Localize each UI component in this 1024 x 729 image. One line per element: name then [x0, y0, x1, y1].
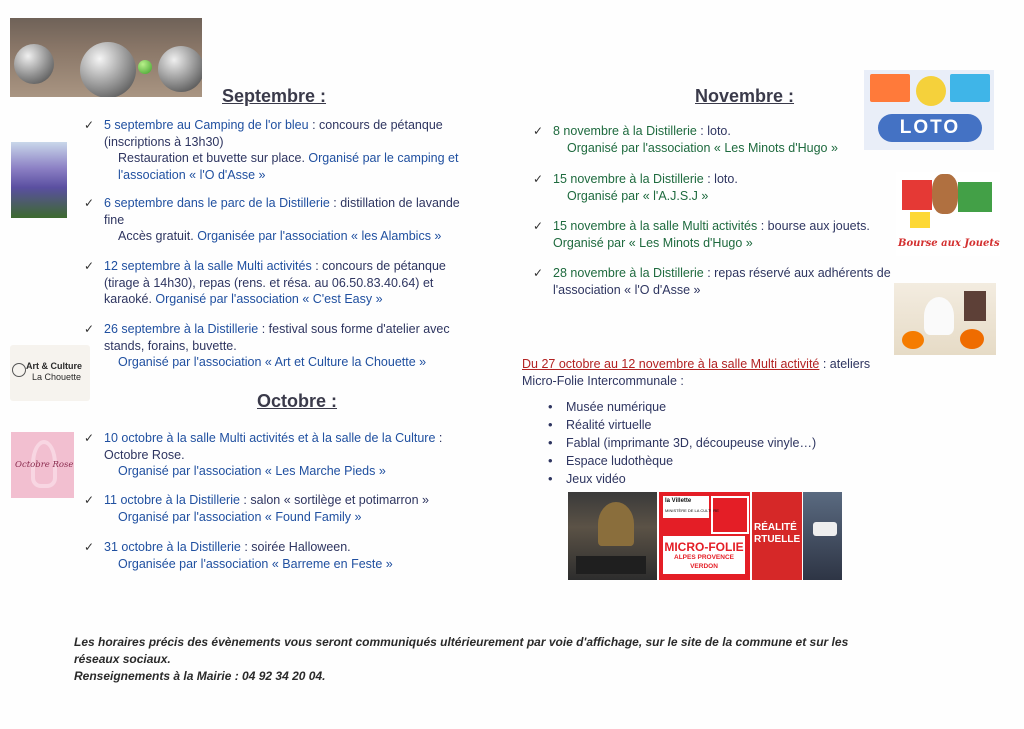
checkmark-icon: ✓ — [533, 124, 544, 138]
realite-text: RÉALITÉ — [754, 522, 797, 533]
list-item: • Jeux vidéo — [544, 470, 864, 488]
microfolie-block: Du 27 octobre au 12 novembre à la salle Multi activité : ateliers Micro-Folie Intercommunale : — [522, 357, 871, 388]
footer-line: Les horaires précis des évènements vous seront communiqués ultérieurement par voie d'affichage, sur le site de la commune et sur les — [74, 635, 849, 649]
art-culture-logo-subtext: La Chouette — [32, 372, 82, 382]
footer-line: réseaux sociaux. — [74, 652, 171, 666]
art-culture-logo-text: Art & Culture — [26, 361, 82, 371]
micro-folie-logo-text: MICRO-FOLIE — [664, 540, 744, 554]
lavender-photo — [11, 142, 67, 218]
checkmark-icon: ✓ — [533, 219, 544, 233]
halloween-image — [894, 283, 996, 355]
loto-text: LOTO — [878, 114, 982, 142]
bourse-aux-jouets-image — [896, 172, 1000, 256]
event-nov-28: ✓ 28 novembre à la Distillerie : repas réservé aux adhérents de l'association « l'O d'Asse » — [533, 266, 891, 297]
event-oct-10: ✓ 10 octobre à la salle Multi activités et à la salle de la Culture : Octobre Rose. Organisé par l'association « Les Marche Pieds » — [84, 431, 443, 478]
footer-contact: Renseignements à la Mairie : 04 92 34 20 04. — [74, 669, 326, 683]
novembre-heading: Novembre : — [695, 86, 795, 106]
septembre-heading: Septembre : — [222, 86, 327, 106]
realite-virtuelle-poster — [752, 492, 802, 580]
octobre-rose-text: Octobre Rose — [15, 460, 74, 470]
lavillette-text: la Villette — [665, 498, 692, 504]
verdon-text: VERDON — [690, 563, 718, 570]
list-item: • Musée numérique — [544, 398, 864, 416]
checkmark-icon: ✓ — [84, 196, 95, 210]
event-sept-26: ✓ 26 septembre à la Distillerie : festival sous forme d'atelier avec stands, forains, buvette. Organisé par l'association « Art et Culture la Chouette » — [84, 322, 450, 369]
petanque-photo — [10, 18, 202, 97]
list-item: • Fablal (imprimante 3D, découpeuse vinyle…) — [544, 434, 864, 452]
vr-headset-photo — [803, 492, 842, 580]
event-sept-12: ✓ 12 septembre à la salle Multi activités : concours de pétanque (tirage à 14h30), repas (rens. et résa. au 06.50.83.40.64) et karaoké. Organisé par l'association « C'est Easy » — [84, 259, 446, 306]
checkmark-icon: ✓ — [84, 118, 95, 132]
checkmark-icon: ✓ — [533, 266, 544, 280]
event-sept-6: ✓ 6 septembre dans le parc de la Distillerie : distillation de lavande fine Accès gratuit. Organisée par l'association « les Alambics » — [84, 196, 460, 243]
checkmark-icon: ✓ — [84, 493, 95, 507]
footer-note — [74, 634, 954, 685]
checkmark-icon: ✓ — [84, 540, 95, 554]
event-nov-8: ✓ 8 novembre à la Distillerie : loto. Organisé par l'association « Les Minots d'Hugo » — [533, 124, 838, 155]
checkmark-icon: ✓ — [84, 259, 95, 273]
microfolie-list — [544, 398, 864, 488]
alpes-provence-text: ALPES PROVENCE — [674, 554, 734, 561]
mona-lisa-photo — [568, 492, 657, 580]
event-sept-5: ✓ 5 septembre au Camping de l'or bleu : concours de pétanque (inscriptions à 13h30) Restauration et buvette sur place. Organisé par le camping et l'association « l'O d'Asse » — [84, 118, 459, 182]
list-item: • Espace ludothèque — [544, 452, 864, 470]
bourse-aux-jouets-text: Bourse aux Jouets — [898, 238, 1000, 249]
event-nov-15-loto: ✓ 15 novembre à la Distillerie : loto. Organisé par « l'A.J.S.J » — [533, 172, 738, 203]
ministere-text: MINISTÈRE DE LA CULTURE — [665, 508, 719, 513]
event-oct-11: ✓ 11 octobre à la Distillerie : salon « sortilège et potimarron » Organisé par l'association « Found Family » — [84, 493, 429, 524]
micro-folie-logo — [659, 492, 750, 580]
microfolie-dates: Du 27 octobre au 12 novembre à la salle Multi activité — [522, 357, 820, 371]
art-culture-logo — [10, 345, 90, 401]
checkmark-icon: ✓ — [84, 322, 95, 336]
checkmark-icon: ✓ — [533, 172, 544, 186]
event-oct-31: ✓ 31 octobre à la Distillerie : soirée Halloween. Organisée par l'association « Barreme en Feste » — [84, 540, 393, 571]
octobre-rose-image — [11, 432, 74, 498]
octobre-heading: Octobre : — [257, 391, 338, 411]
list-item: • Réalité virtuelle — [544, 416, 864, 434]
virtuelle-text: RTUELLE — [754, 534, 801, 545]
checkmark-icon: ✓ — [84, 431, 95, 445]
event-nov-15-bourse: ✓ 15 novembre à la salle Multi activités : bourse aux jouets. Organisé par « Les Minots d'Hugo » — [533, 219, 870, 250]
